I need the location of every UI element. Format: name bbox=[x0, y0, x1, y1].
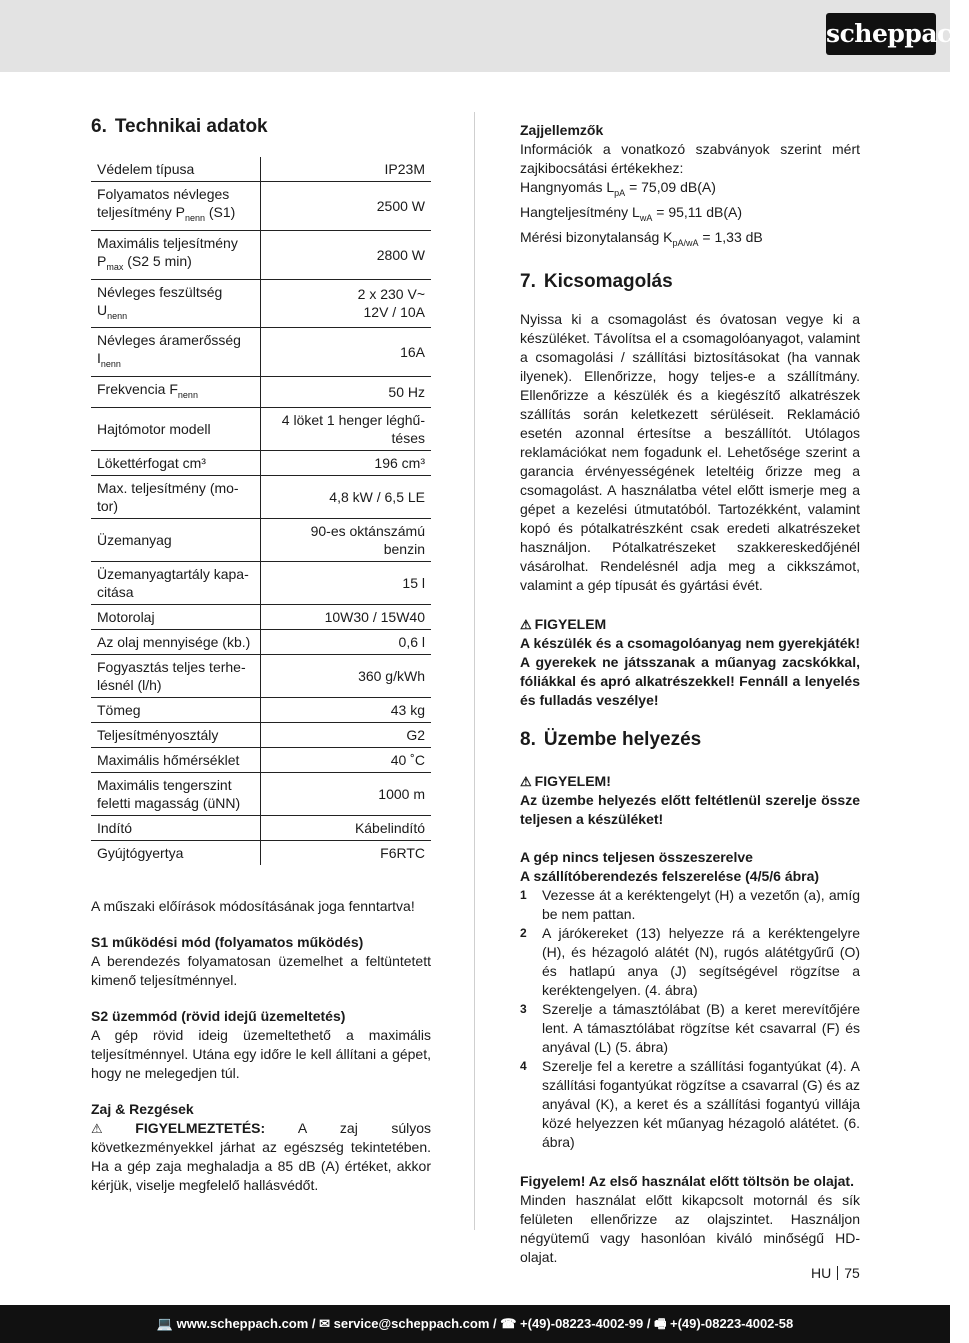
spec-row bbox=[91, 518, 431, 561]
spec-row bbox=[91, 815, 431, 840]
spec-row bbox=[91, 840, 431, 865]
warning-icon: ⚠ bbox=[91, 1120, 133, 1136]
column-divider bbox=[474, 112, 475, 1230]
section-6-title: 6. Technikai adatok bbox=[91, 116, 268, 137]
oil-title: Figyelem! Az első használat előtt töltsön be olajat. bbox=[520, 1173, 854, 1190]
spec-value: IP23M bbox=[384, 161, 425, 177]
warning-icon: ⚠ bbox=[520, 774, 532, 790]
warn-7-title: ⚠ FIGYELEM bbox=[520, 616, 607, 633]
spec-value: 2 x 230 V~ 12V / 10A bbox=[261, 279, 432, 328]
spec-value: 90-es oktánszámú benzin bbox=[261, 518, 432, 561]
section-8-title: 8. Üzembe helyezés bbox=[520, 729, 702, 751]
assembly-steps bbox=[520, 886, 860, 1152]
spec-label: Teljesítményosztály bbox=[91, 722, 261, 747]
spec-table bbox=[91, 157, 431, 865]
spec-row bbox=[91, 407, 431, 450]
s2-title: S2 üzemmód (rövid idejű üzemeltetés) bbox=[91, 1007, 346, 1024]
brand-logo: scheppach bbox=[826, 13, 936, 55]
spec-row bbox=[91, 230, 431, 279]
spec-label: Lökettérfogat cm³ bbox=[91, 450, 261, 475]
noise-l1: Hangnyomás $L_{pA} = 75,09$ dB(A) bbox=[520, 179, 716, 198]
spec-value: F6RTC bbox=[261, 840, 432, 865]
spec-row bbox=[91, 604, 431, 629]
spec-label: Gyújtógyertya bbox=[91, 840, 261, 865]
assembly-step: 2 A járókereket (13) helyezze rá a keréktengelyre (H), és hézagoló alátét (N), rugós alátétgyűrű (O) és hatlapú anya (J) segítségével rögzítse a keréktengelyen. (4. ábra) bbox=[520, 925, 860, 999]
spec-row bbox=[91, 747, 431, 772]
noise-title: Zajjellemzők bbox=[520, 122, 604, 138]
section-7-title: 7. Kicsomagolás bbox=[520, 271, 673, 293]
noise-l2: Hangteljesítmény $L_{wA} = 95,11$ dB(A) bbox=[520, 203, 742, 223]
noise-l3: Mérési bizonytalanság $K_{pA/wA} = 1,33$ dB bbox=[520, 228, 763, 248]
spec-value: 1000 m bbox=[261, 772, 432, 815]
spec-value: 40 ˚C bbox=[261, 747, 432, 772]
left-column bbox=[91, 116, 431, 1195]
spec-label: Frekvencia $F_{nenn}$ bbox=[91, 377, 261, 408]
warning-icon: ⚠ bbox=[520, 617, 532, 633]
spec-row bbox=[91, 450, 431, 475]
spec-label: Folyamatos névleges teljesítmény $P_{nenn}$ (S1) bbox=[91, 182, 261, 231]
spec-label: Fogyasztás teljes terhe-lésnél (l/h) bbox=[91, 654, 261, 697]
spec-value: 50 Hz bbox=[261, 377, 432, 408]
spec-value: 43 kg bbox=[261, 697, 432, 722]
spec-label: Indító bbox=[91, 815, 261, 840]
assembly-subtitle-2: A szállítóberendezés felszerelése (4/5/6 ábra) bbox=[520, 868, 820, 885]
spec-label: Maximális tengerszint feletti magasság (üNN) bbox=[91, 772, 261, 815]
spec-row bbox=[91, 697, 431, 722]
s1-title: S1 működési mód (folyamatos működés) bbox=[91, 933, 364, 950]
spec-value: 2500 W bbox=[261, 182, 432, 231]
spec-label: Maximális hőmérséklet bbox=[91, 747, 261, 772]
spec-row bbox=[91, 561, 431, 604]
oil-text: Minden használat előtt kikapcsolt motornál és sík felületen ellenőrizze az olajszintet. Használjon négyütemű vagy hasonlóan kiváló minőségű HD-olajat. bbox=[520, 1192, 860, 1266]
spec-value: 4 löket 1 henger léghű- téses bbox=[261, 407, 432, 450]
spec-label: Üzemanyag bbox=[91, 518, 261, 561]
spec-value: 4,8 kW / 6,5 LE bbox=[261, 475, 432, 518]
spec-row bbox=[91, 772, 431, 815]
assembly-step: 4 Szerelje fel a keretre a szállítási fogantyúkat (4). A szállítási fogantyúkat rögzítse a csavarral (G) és az anyával (K), a keret és a szállítási fogantyú villája közé helyezzen két műanyag hézagoló alátétet. (6. ábra) bbox=[520, 1058, 860, 1151]
spec-value: 15 l bbox=[261, 561, 432, 604]
spec-row bbox=[91, 182, 431, 231]
spec-label: Az olaj mennyisége (kb.) bbox=[91, 629, 261, 654]
spec-value: 16A bbox=[261, 328, 432, 377]
unpack-text: Nyissa ki a csomagolást és óvatosan vegye ki a készüléket. Távolítsa el a csomagolóanyagot, valamint a csomagolási / szállítási biztosításokat (ha vannak ilyenek). Ellenőrizze, hogy teljes-e a szállítmány. Ellenőrizze a készülék és a kiegészítő alkatrészek szállítás során keletkezett sérüléseit. Reklamáció esetén azonnal értesítse a beszállítót. Utólagos reklamációkat nem fogadunk el. Lehetősége szerint a garancia érvényességének leteltéig őrizze meg a csomagolást. A használatba vétel előtt ismerje meg a gépet a kezelési útmutatóból. Tartozékként, valamint kopó és pótalkatrészként csak eredeti alkatrészeket használjon. Pótalkatrészeket szakkereskedőjénél vásárolhat. Rendelésnél adja meg a cikkszámot, valamint a gép típusát és gyártási évét. bbox=[520, 311, 860, 594]
s1-text: A berendezés folyamatosan üzemelhet a feltüntetett kimenő teljesítménnyel. bbox=[91, 952, 431, 988]
spec-row bbox=[91, 377, 431, 408]
spec-value: Kábelindító bbox=[261, 815, 432, 840]
spec-row bbox=[91, 629, 431, 654]
spec-value: 0,6 l bbox=[261, 629, 432, 654]
noise-warning: ⚠ FIGYELMEZTETÉS: A zaj súlyos következményekkel járhat az egészség tekintetében. Ha a gép zaja meghaladja a 85 dB (A) értéket, akkor kérjük, viselje megfelelő hallásvédőt. bbox=[91, 1119, 432, 1193]
assembly-step: 1 Vezesse át a keréktengelyt (H) a vezetőn (a), amíg be nem pattan. bbox=[520, 887, 860, 923]
spec-label: Max. teljesítmény (mo-tor) bbox=[91, 475, 261, 518]
spec-row bbox=[91, 279, 431, 328]
spec-value: G2 bbox=[261, 722, 432, 747]
spec-row bbox=[91, 722, 431, 747]
spec-row bbox=[91, 157, 431, 182]
right-column bbox=[520, 121, 860, 1267]
assembly-step: 3 Szerelje a támasztólábat (B) a keret merevítőjére lent. A támasztólábat rögzítse két csavarral (F) és anyával (L) (5. ábra) bbox=[520, 1001, 860, 1056]
footer-contact: 💻 www.scheppach.com / ✉ service@scheppach.com / ☎ +(49)-08223-4002-99 / 🖷 +(49)-08223-4002-58 bbox=[0, 1305, 950, 1343]
spec-label: Motorolaj bbox=[91, 604, 261, 629]
warn-8-title: ⚠ FIGYELEM! bbox=[520, 773, 611, 790]
header-bar bbox=[0, 0, 969, 72]
page-number: HU 75 bbox=[811, 1265, 860, 1281]
spec-row bbox=[91, 475, 431, 518]
spec-value: 360 g/kWh bbox=[261, 654, 432, 697]
spec-label: Névleges áramerősség $I_{nenn}$ bbox=[91, 328, 261, 377]
warn-8-text: Az üzembe helyezés előtt feltétlenül szerelje össze teljesen a készüléket! bbox=[520, 792, 860, 828]
spec-value: 196 cm³ bbox=[261, 450, 432, 475]
spec-label: Tömeg bbox=[91, 697, 261, 722]
warn-7-text: A készülék és a csomagolóanyag nem gyerekjáték! A gyerekek ne játsszanak a műanyag zacskókkal, fóliákkal és apró alkatrészekkel! Fennáll a lenyelés és fulladás veszélye! bbox=[520, 635, 860, 709]
noise-intro: Információk a vonatkozó szabványok szerint mért zajkibocsátási értékekhez: bbox=[520, 141, 860, 176]
assembly-subtitle-1: A gép nincs teljesen összeszerelve bbox=[520, 849, 753, 866]
spec-value: 2800 W bbox=[261, 230, 432, 279]
spec-value: 10W30 / 15W40 bbox=[261, 604, 432, 629]
spec-label: Üzemanyagtartály kapa-citása bbox=[91, 561, 261, 604]
spec-label: Védelem típusa bbox=[91, 157, 261, 182]
noise-vib-title: Zaj & Rezgések bbox=[91, 1100, 194, 1117]
spec-label: Névleges feszültség $U_{nenn}$ bbox=[91, 279, 261, 328]
spec-row bbox=[91, 654, 431, 697]
spec-row bbox=[91, 328, 431, 377]
spec-label: Hajtómotor modell bbox=[91, 407, 261, 450]
s2-text: A gép rövid ideig üzemeltethető a maximális teljesítménnyel. Utána egy időre le kell állítani a gépet, hogy ne melegedjen túl. bbox=[91, 1026, 431, 1081]
spec-label: Maximális teljesítmény $P_{max}$ (S2 5 min) bbox=[91, 230, 261, 279]
reserve-note: A műszaki előírások módosításának joga fenntartva! bbox=[91, 897, 415, 914]
